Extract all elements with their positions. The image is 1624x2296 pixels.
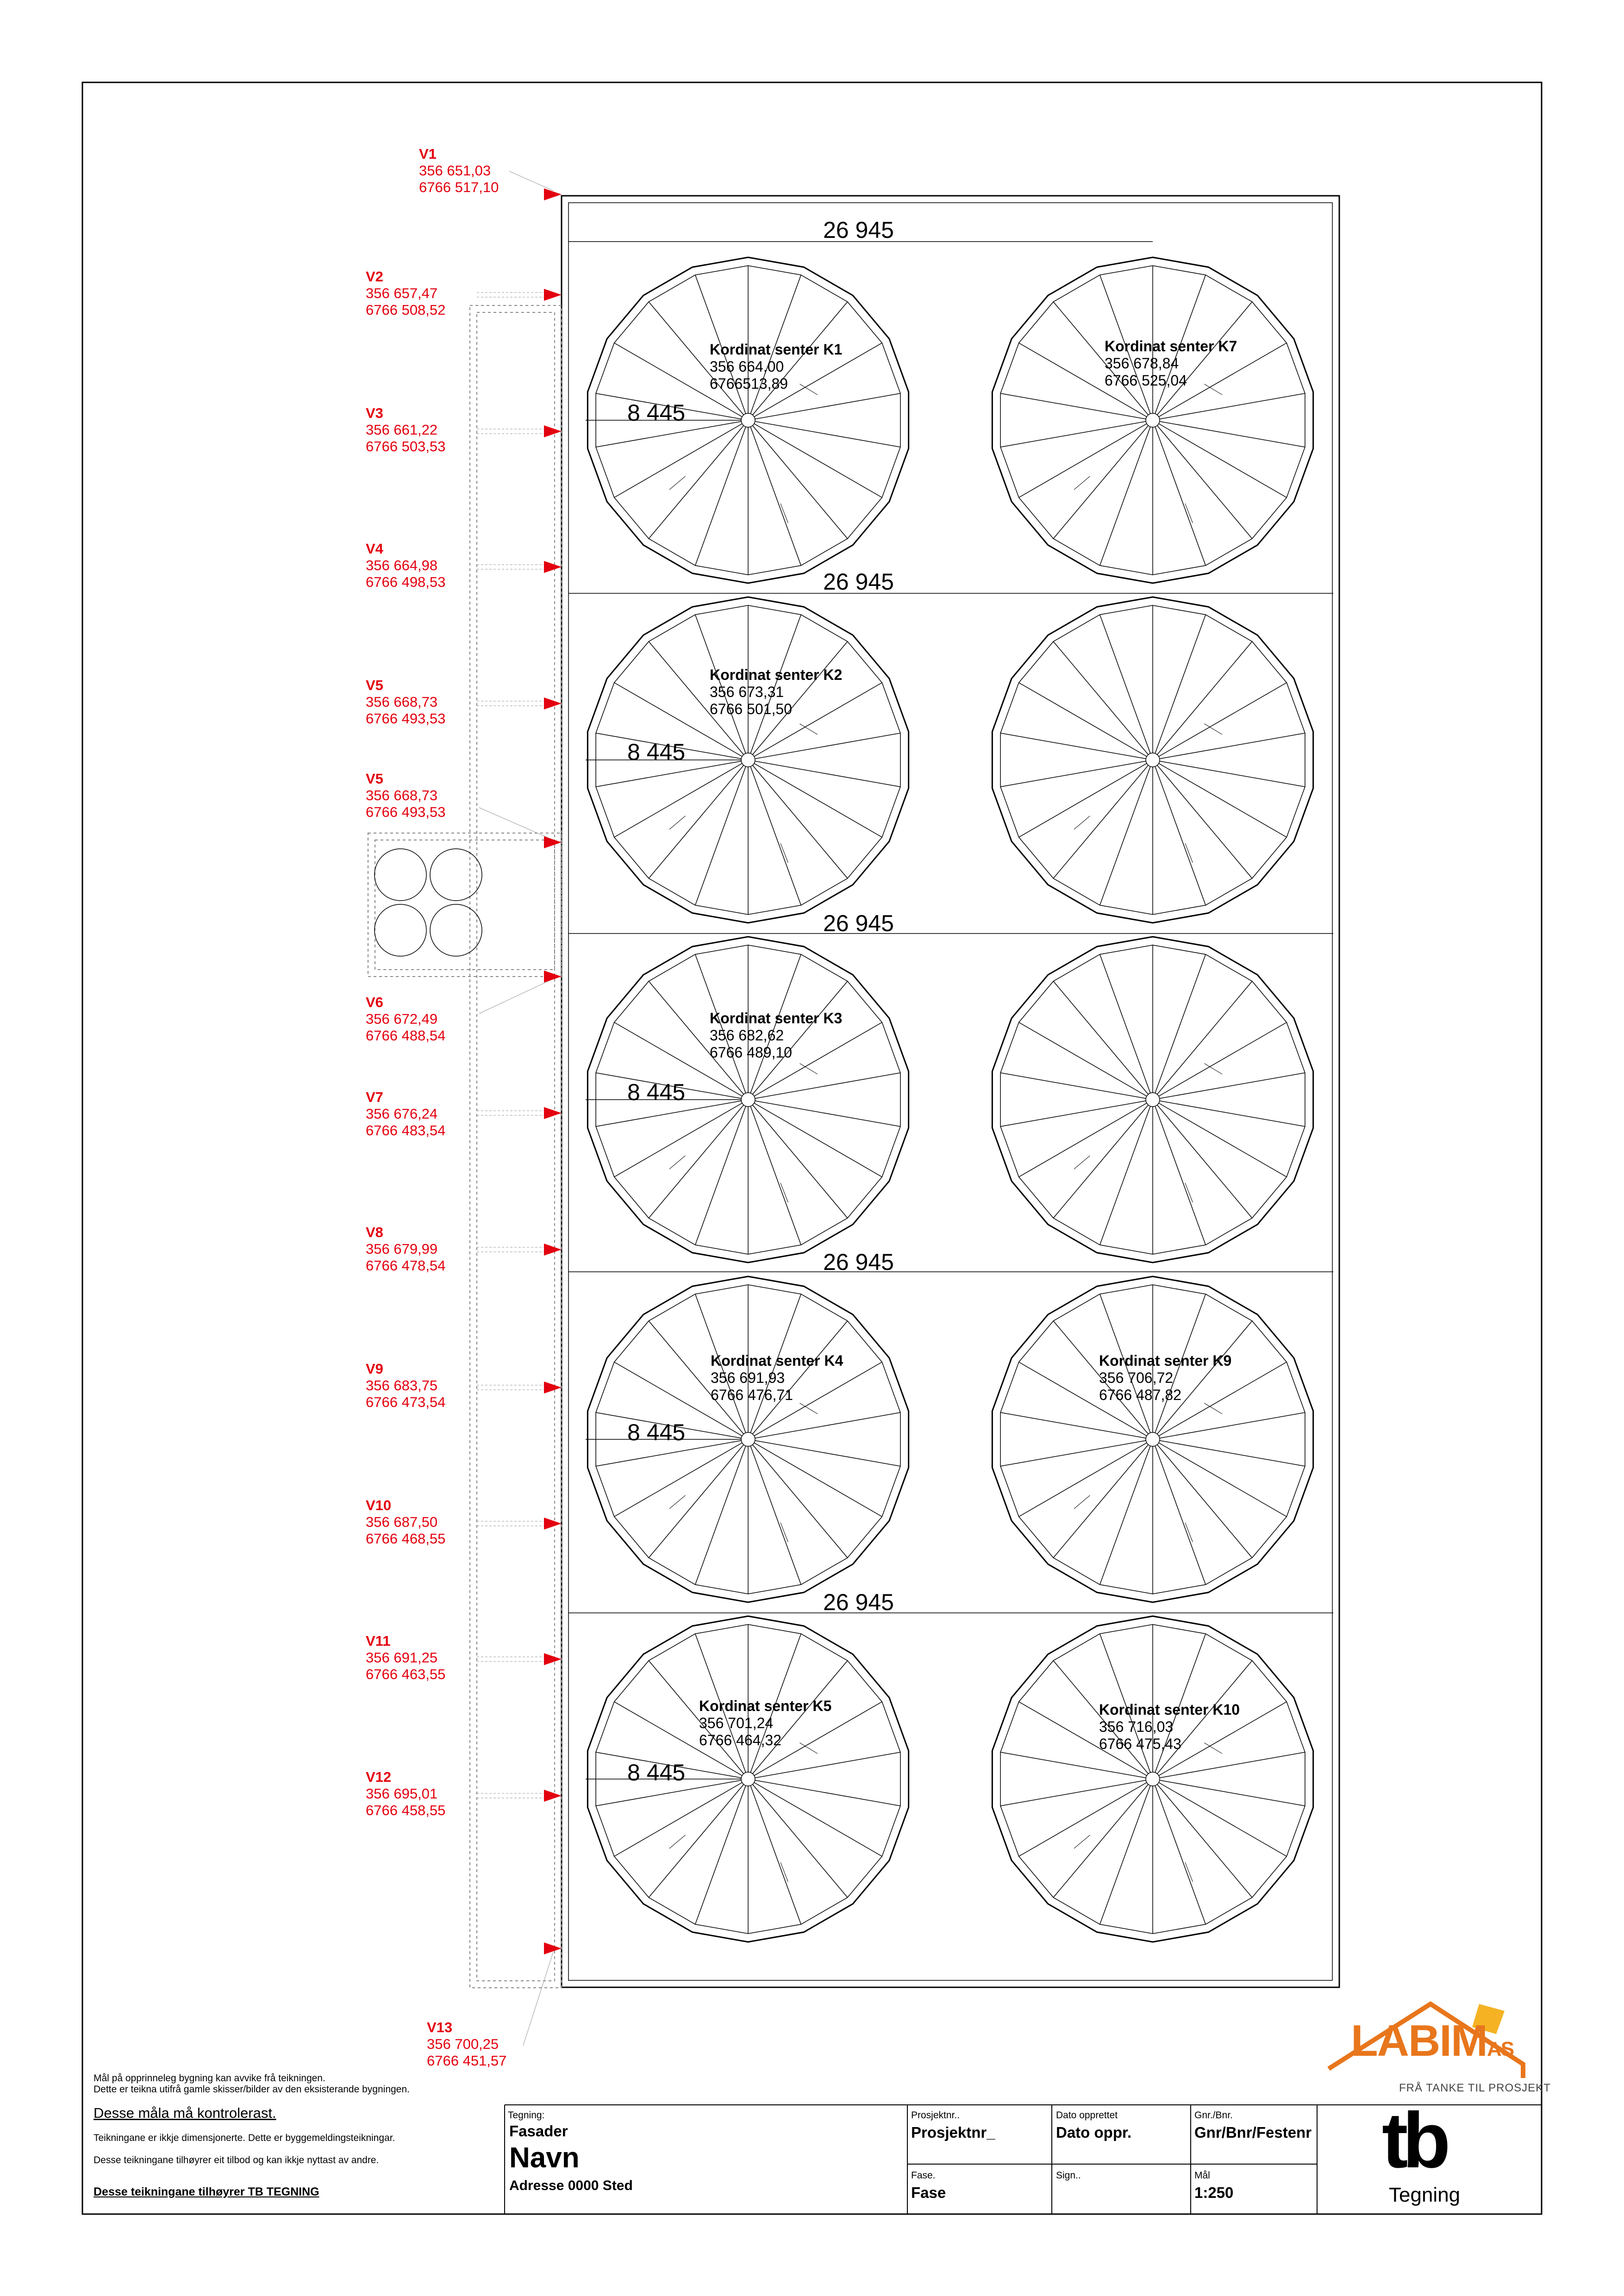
survey-marker-arrow xyxy=(544,289,562,301)
radial-segment xyxy=(1100,420,1153,566)
walkway-edge xyxy=(470,305,562,1988)
radial-segment xyxy=(1100,1779,1153,1924)
survey-point-label: V5 356 668,73 6766 493,53 xyxy=(366,771,446,820)
radial-segment xyxy=(748,420,848,539)
direction-arrow xyxy=(1074,816,1090,829)
direction-arrow xyxy=(1074,1156,1090,1169)
disclaimer-note: Mål på opprinneleg bygning kan avvike frå teikningen. xyxy=(94,2073,325,2084)
circular-structure xyxy=(992,597,1313,923)
radial-segment xyxy=(748,1779,801,1924)
survey-marker-arrow xyxy=(544,425,562,437)
circle-center-label: Kordinat senter K2 356 673,31 6766 501,50 xyxy=(710,666,843,717)
tegning-label: Tegning: xyxy=(508,2110,545,2121)
center-hub xyxy=(741,1093,755,1107)
survey-point-label: V12 356 695,01 6766 458,55 xyxy=(366,1769,446,1818)
circular-structure xyxy=(992,937,1313,1263)
pad-edge xyxy=(375,840,555,970)
radial-segment xyxy=(748,1439,801,1585)
radius-dimension: 8 445 xyxy=(627,1760,686,1786)
radial-segment xyxy=(1153,1439,1206,1585)
center-hub xyxy=(1146,413,1160,427)
width-dimension: 26 945 xyxy=(823,1249,894,1275)
survey-marker-arrow xyxy=(544,971,562,983)
tb-logo-subtitle: Tegning xyxy=(1389,2184,1461,2206)
maal-label: Mål xyxy=(1194,2170,1210,2181)
dimension-lines xyxy=(568,242,1333,1779)
radial-segment xyxy=(649,1439,748,1558)
radial-segment xyxy=(1100,1439,1153,1585)
radial-segment xyxy=(1153,760,1206,905)
prosjektnr-value: Prosjektnr_ xyxy=(911,2124,995,2141)
survey-point-label: V8 356 679,99 6766 478,54 xyxy=(366,1224,446,1274)
direction-arrow xyxy=(669,816,685,829)
direction-arrow xyxy=(669,1835,685,1848)
disclaimer-note: Dette er teikna utifrå gamle skisser/bilder av den eksisterande bygningen. xyxy=(94,2084,410,2095)
radial-segment xyxy=(1100,954,1153,1100)
survey-point-label: V4 356 664,98 6766 498,53 xyxy=(366,541,446,590)
small-tank xyxy=(375,849,426,901)
radial-segment xyxy=(748,1100,848,1218)
gnr-label: Gnr./Bnr. xyxy=(1194,2110,1233,2121)
radial-segment xyxy=(1100,1100,1153,1245)
radial-segment xyxy=(1153,641,1252,760)
disclaimer-note: Desse teikningane tilhøyrer eit tilbod og kan ikkje nyttast av andre. xyxy=(94,2155,379,2165)
width-dimension: 26 945 xyxy=(823,217,894,243)
center-hub xyxy=(1146,1093,1160,1107)
circle-center-label: Kordinat senter K4 356 691,93 6766 476,71 xyxy=(711,1352,843,1403)
radial-segment xyxy=(748,1779,848,1898)
survey-marker-arrow xyxy=(544,1381,562,1394)
tegning-value: Fasader xyxy=(509,2122,568,2140)
survey-point-label: V9 356 683,75 6766 473,54 xyxy=(366,1361,446,1410)
radial-segment xyxy=(1153,420,1206,566)
radial-segment xyxy=(1153,1100,1206,1245)
circle-center-label: Kordinat senter K10 356 716,03 6766 475,43 xyxy=(1099,1701,1240,1752)
radius-dimension: 8 445 xyxy=(627,400,686,426)
radial-segment xyxy=(1153,1779,1252,1898)
survey-point-label: V5 356 668,73 6766 493,53 xyxy=(366,677,446,727)
radial-segment xyxy=(748,1439,848,1558)
center-hub xyxy=(741,753,755,767)
survey-point-label: V10 356 687,50 6766 468,55 xyxy=(366,1497,446,1547)
ownership-note: Desse teikningane tilhøyrer TB TEGNING xyxy=(94,2185,319,2198)
circle-center-label: Kordinat senter K1 356 664,00 6766513,89 xyxy=(710,341,843,392)
gnr-value: Gnr/Bnr/Festenr xyxy=(1194,2124,1312,2141)
survey-marker-arrow xyxy=(544,1942,562,1954)
survey-point-label: V6 356 672,49 6766 488,54 xyxy=(366,994,446,1044)
direction-arrow xyxy=(1074,1835,1090,1848)
radial-segment xyxy=(695,760,748,905)
circle-center-label: Kordinat senter K7 356 678,84 6766 525,04 xyxy=(1105,338,1237,389)
radial-segment xyxy=(1053,1100,1153,1218)
survey-marker-arrow xyxy=(544,1790,562,1802)
width-dimension: 26 945 xyxy=(823,1589,894,1615)
circle-center-label: Kordinat senter K3 356 682,62 6766 489,10 xyxy=(710,1010,843,1061)
radius-dimension: 8 445 xyxy=(627,739,686,765)
survey-marker-arrow xyxy=(544,1518,562,1530)
radial-segment xyxy=(695,1779,748,1924)
radial-segment xyxy=(649,420,748,539)
marker-leader xyxy=(479,808,553,840)
project-name: Navn xyxy=(509,2142,580,2174)
small-tank xyxy=(375,904,426,956)
radial-segment xyxy=(748,420,801,566)
survey-marker-arrow xyxy=(544,1107,562,1119)
fase-label: Fase. xyxy=(911,2170,936,2181)
direction-arrow xyxy=(669,1495,685,1509)
survey-point-label: V3 356 661,22 6766 503,53 xyxy=(366,405,446,454)
width-dimension: 26 945 xyxy=(823,569,894,595)
radial-segment xyxy=(1153,760,1252,878)
radius-dimension: 8 445 xyxy=(627,1419,686,1445)
drawing-frame xyxy=(82,82,1542,2214)
radial-segment xyxy=(649,760,748,878)
small-tank-group xyxy=(375,849,482,956)
direction-arrow xyxy=(1074,1495,1090,1509)
radial-segment xyxy=(748,760,801,905)
radial-segment xyxy=(1100,615,1153,760)
marker-leader xyxy=(523,1952,553,2046)
small-tank xyxy=(430,849,482,901)
dato-label: Dato opprettet xyxy=(1056,2110,1118,2121)
direction-arrow xyxy=(669,1156,685,1169)
radial-segment xyxy=(748,1100,801,1245)
radial-segment xyxy=(1053,641,1153,760)
walkway-edge xyxy=(477,312,555,1981)
radial-segment xyxy=(1153,981,1252,1100)
center-hub xyxy=(1146,1432,1160,1446)
radial-segment xyxy=(649,1100,748,1218)
direction-arrow xyxy=(1074,476,1090,490)
survey-marker-arrow xyxy=(544,1653,562,1665)
radial-segment xyxy=(1153,1439,1252,1558)
prosjektnr-label: Prosjektnr.. xyxy=(911,2110,960,2121)
circular-structure xyxy=(992,1276,1313,1602)
radial-segment xyxy=(1053,420,1153,539)
radial-segment xyxy=(695,1439,748,1585)
disclaimer-note: Teikningane er ikkje dimensjonerte. Dette er byggemeldingsteikningar. xyxy=(94,2133,395,2143)
survey-markers xyxy=(477,171,562,2046)
survey-marker-arrow xyxy=(544,836,562,848)
radial-segment xyxy=(1053,1439,1153,1558)
center-hub xyxy=(1146,753,1160,767)
survey-point-label: V7 356 676,24 6766 483,54 xyxy=(366,1089,446,1139)
survey-marker-arrow xyxy=(544,561,562,573)
radial-segment xyxy=(1053,760,1153,878)
survey-point-label: V13 356 700,25 6766 451,57 xyxy=(427,2019,507,2069)
radial-segment xyxy=(1153,1100,1252,1218)
radial-segment xyxy=(695,1100,748,1245)
scale-value: 1:250 xyxy=(1194,2184,1234,2201)
circular-structure xyxy=(992,257,1313,583)
labim-slogan: FRÅ TANKE TIL PROSJEKT xyxy=(1399,2082,1551,2094)
radial-segment xyxy=(695,420,748,566)
notes-heading: Desse måla må kontrolerast. xyxy=(94,2105,276,2121)
radial-segment xyxy=(1053,981,1153,1100)
radial-segment xyxy=(1153,954,1206,1100)
direction-arrow xyxy=(669,476,685,490)
radial-segment xyxy=(1053,1779,1153,1898)
survey-marker-arrow xyxy=(544,697,562,709)
labim-logo-text: LABIMAS xyxy=(1351,2016,1514,2066)
marker-leader xyxy=(479,979,553,1014)
radial-segment xyxy=(748,760,848,878)
dato-value: Dato oppr. xyxy=(1056,2124,1132,2141)
fase-value: Fase xyxy=(911,2184,946,2201)
center-hub xyxy=(741,413,755,427)
radial-segment xyxy=(649,1779,748,1898)
radial-segment xyxy=(1153,615,1206,760)
center-hub xyxy=(1146,1772,1160,1786)
project-address: Adresse 0000 Sted xyxy=(509,2178,633,2193)
sign-label: Sign.. xyxy=(1056,2170,1081,2181)
width-dimension: 26 945 xyxy=(823,910,894,936)
survey-marker-arrow xyxy=(544,188,562,200)
circle-center-label: Kordinat senter K9 356 706,72 6766 487,82 xyxy=(1099,1352,1232,1403)
circle-center-label: Kordinat senter K5 356 701,24 6766 464,32 xyxy=(699,1698,832,1748)
circular-structure xyxy=(992,1616,1313,1942)
tb-logo-text: tb xyxy=(1382,2097,1445,2184)
survey-point-label: V11 356 691,25 6766 463,55 xyxy=(366,1633,446,1682)
center-hub xyxy=(741,1772,755,1786)
center-hub xyxy=(741,1432,755,1446)
survey-marker-arrow xyxy=(544,1244,562,1256)
radial-segment xyxy=(1153,420,1252,539)
radius-dimension: 8 445 xyxy=(627,1079,686,1105)
radial-segment xyxy=(1153,1779,1206,1924)
radial-segment xyxy=(1100,760,1153,905)
survey-point-label: V2 356 657,47 6766 508,52 xyxy=(366,268,446,318)
survey-point-label: V1 356 651,03 6766 517,10 xyxy=(419,146,499,195)
small-tank xyxy=(430,904,482,956)
marker-leader xyxy=(509,171,553,191)
